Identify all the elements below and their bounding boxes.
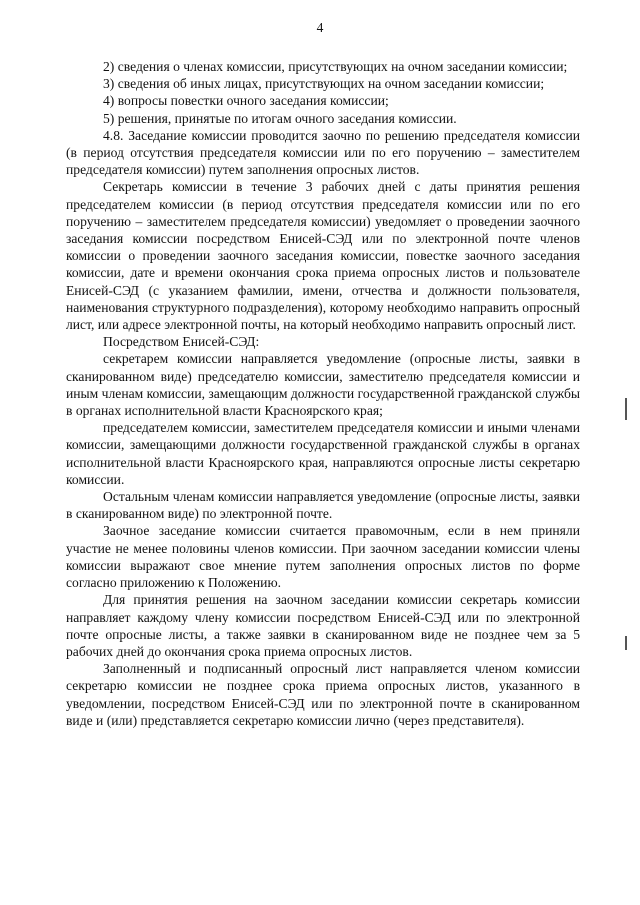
paragraph-item-4: 4) вопросы повестки очного заседания комиссии; xyxy=(103,93,389,109)
paragraph-secretary-notice: Секретарь комиссии в течение 3 рабочих дней с даты принятия решения председателем комиссии (в период отсутствия председателя комиссии или по его поручению – заместителем председателя комиссии) уведомляет о проведении заочного заседания комиссии посредством Енисей-СЭД или по электронной почте членов комиссии о проведении заочного заседания комиссии, повестке заочного заседания комиссии, дате и времени окончания срока приема опросных листов и пользователе Енисей-СЭД (с указанием фамилии, имени, отчества и должности пользователя, наименования структурного подразделения), которому необходимо направить опросный лист, или адресе электронной почты, на который необходимо направить опросный лист. xyxy=(66,179,580,333)
document-body xyxy=(66,58,580,729)
paragraph-section-4-8: 4.8. Заседание комиссии проводится заочно по решению председателя комиссии (в период отсутствия председателя комиссии или по его поручению – заместителем председателя комиссии) путем заполнения опросных листов. xyxy=(66,127,580,178)
paragraph-item-3: 3) сведения об иных лицах, присутствующих на очном заседании комиссии; xyxy=(103,76,545,92)
paragraph-decision-procedure: Для принятия решения на заочном заседании комиссии секретарь комиссии направляет каждому члену комиссии посредством Енисей-СЭД или по электронной почте опросные листы, а также заявки в сканированном виде не позднее чем за 5 рабочих дней до окончания срока приема опросных листов. xyxy=(66,592,580,659)
paragraph-filled-form: Заполненный и подписанный опросный лист направляется членом комиссии секретарю комиссии не позднее срока приема опросных листов, указанного в уведомлении, посредством Енисей-СЭД или по электронной почте в сканированном виде и (или) представляется секретарю комиссии лично (через представителя). xyxy=(66,661,580,728)
paragraph-item-2: 2) сведения о членах комиссии, присутствующих на очном заседании комиссии; xyxy=(103,59,568,74)
page-number: 4 xyxy=(316,20,324,35)
scan-artifact-mark xyxy=(625,398,627,420)
paragraph-other-members: Остальным членам комиссии направляется уведомление (опросные листы, заявки в сканированном виде) по электронной почте. xyxy=(66,489,580,522)
paragraph-chair-sends: председателем комиссии, заместителем председателя комиссии и иными членами комиссии, замещающими должности государственной гражданской службы в органах исполнительной власти Красноярского края, направляются опросные листы секретарю комиссии. xyxy=(66,420,580,487)
paragraph-quorum: Заочное заседание комиссии считается правомочным, если в нем приняли участие не менее половины членов комиссии. При заочном заседании комиссии члены комиссии выражают свое мнение путем заполнения опросных листов по форме согласно приложению к Положению. xyxy=(66,523,580,591)
scan-artifact-mark xyxy=(625,636,627,650)
paragraph-secretary-sends: секретарем комиссии направляется уведомление (опросные листы, заявки в сканированном виде) председателю комиссии, заместителю председателя комиссии и иным членам комиссии, замещающим должности государственной гражданской службы в органах исполнительной власти Красноярского края; xyxy=(66,351,581,419)
paragraph-item-5: 5) решения, принятые по итогам очного заседания комиссии. xyxy=(103,110,457,126)
paragraph-via-sed-heading: Посредством Енисей-СЭД: xyxy=(103,334,260,350)
